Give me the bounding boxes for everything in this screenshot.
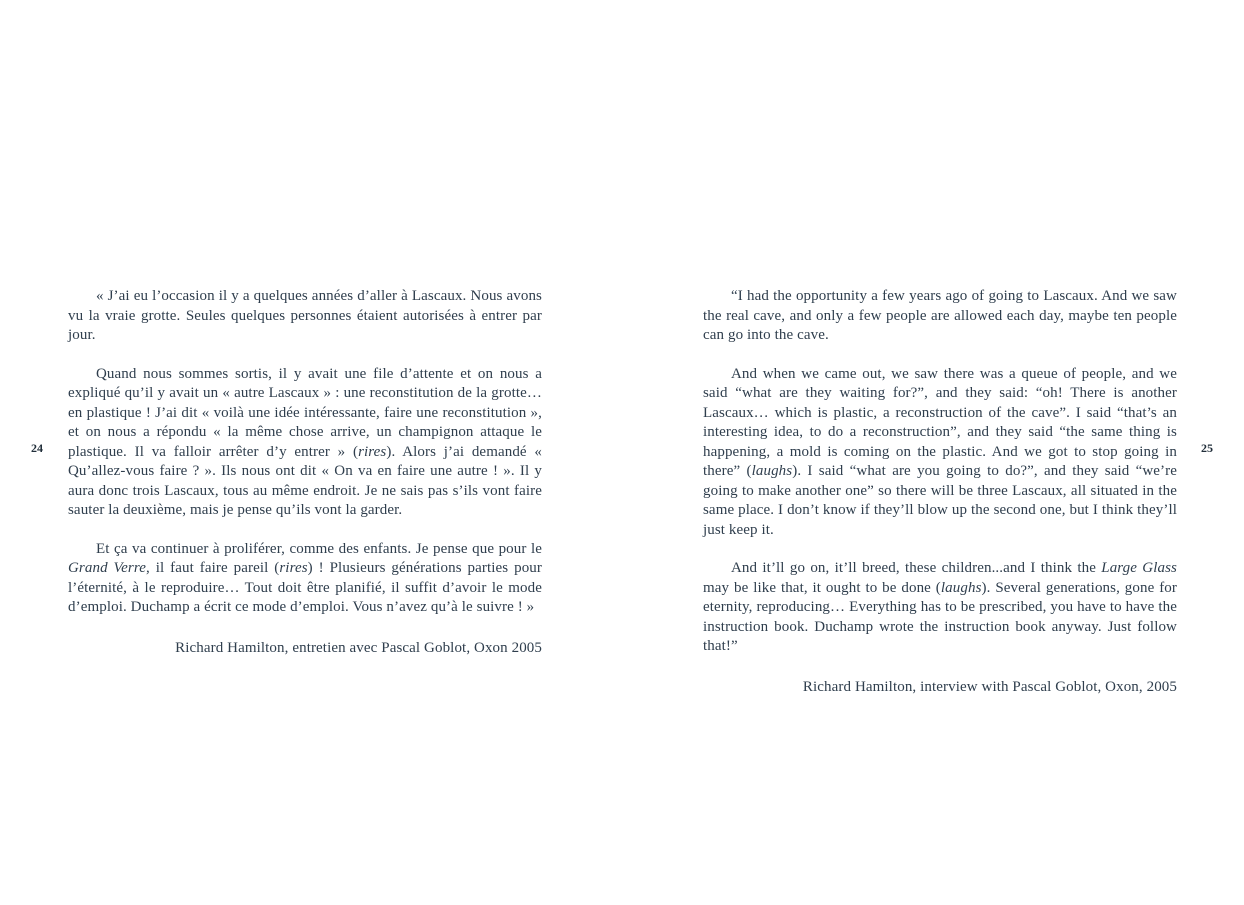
italic-text: Grand Verre [68,560,146,576]
body-text: ) ! Plusieurs générations parties pour l’éternité, à le reproduire… Tout doit être planifié, il suffit d’avoir le mode d’emploi. Duchamp a écrit ce mode d’emploi. Vous n’avez qu’à le suivre ! » [68,560,542,615]
paragraph [68,365,542,521]
italic-text: laughs [751,463,793,479]
body-text: “I had the opportunity a few years ago of going to Lascaux. And we saw the real cave, and only a few people are allowed each day, maybe ten people can go into the cave. [703,288,1177,343]
page-number-left: 24 [31,441,43,455]
body-text: Quand nous sommes sortis, il y avait une file d’attente et on nous a expliqué qu’il y avait un « autre Lascaux » : une reconstitution de la grotte… en plastique ! J’ai dit « voilà une idée intéressante, faire une reconstitution », et on nous a répondu « la même chose arrive, un champignon attaque le plastique. Il va falloir arrêter d’y entrer » ( [68,365,542,460]
paragraph [68,287,542,346]
left-page-paragraphs [68,287,542,618]
body-text: ). Alors j’ai demandé « Qu’allez-vous faire ? ». Ils nous ont dit « On va en faire une autre ! ». Il y aura donc trois Lascaux, tous au même endroit. Je ne sais pas s’ils vont faire sauter la deuxième, mais je pense qu’ils vont la garder. [68,443,542,518]
body-text: ). I said “what are you going to do?”, and they said “we’re going to make another one” so there will be three Lascaux, all situated in the same place. I don’t know if they’ll blow up the second one, but I think they’ll just keep it. [703,463,1177,538]
body-text: , il faut faire pareil ( [146,560,280,576]
left-page-attribution: Richard Hamilton, entretien avec Pascal Goblot, Oxon 2005 [175,639,542,656]
italic-text: rires [358,443,387,460]
right-page-text-block [703,287,1177,697]
body-text: ). Several generations, gone for eternity, reproducing… Everything has to be prescribed, you have to have the instruction book. Duchamp wrote the instruction book anyway. Just follow that!” [703,579,1177,654]
body-text: And when we came out, we saw there was a queue of people, and we said “what are they waiting for?”, and they said: “oh! There is another Lascaux… which is plastic, a reconstruction of the cave”. I said “that’s an interesting idea, to do a reconstruction”, and they said “the same thing is happening, a mold is coming on the plastic. And we got to stop going in there” ( [703,365,1177,479]
paragraph [703,559,1177,657]
right-page-paragraphs [703,287,1177,657]
italic-text: rires [279,560,308,576]
italic-text: laughs [940,579,982,596]
body-text: And it’ll go on, it’ll breed, these children...and I think the [731,560,1102,576]
left-page-text-block [68,287,542,658]
right-page-attribution: Richard Hamilton, interview with Pascal Goblot, Oxon, 2005 [802,678,1177,695]
page-number-right: 25 [1201,441,1213,455]
paragraph [68,540,542,618]
paragraph [703,287,1177,346]
body-text: Et ça va continuer à proliférer, comme des enfants. Je pense que pour le [96,540,542,557]
paragraph [703,365,1177,541]
body-text: « J’ai eu l’occasion il y a quelques années d’aller à Lascaux. Nous avons vu la vraie grotte. Seules quelques personnes étaient autorisées à entrer par jour. [68,288,542,343]
body-text: may be like that, it ought to be done ( [703,579,941,596]
italic-text: Large Glass [1101,560,1177,576]
page-right [622,0,1244,905]
